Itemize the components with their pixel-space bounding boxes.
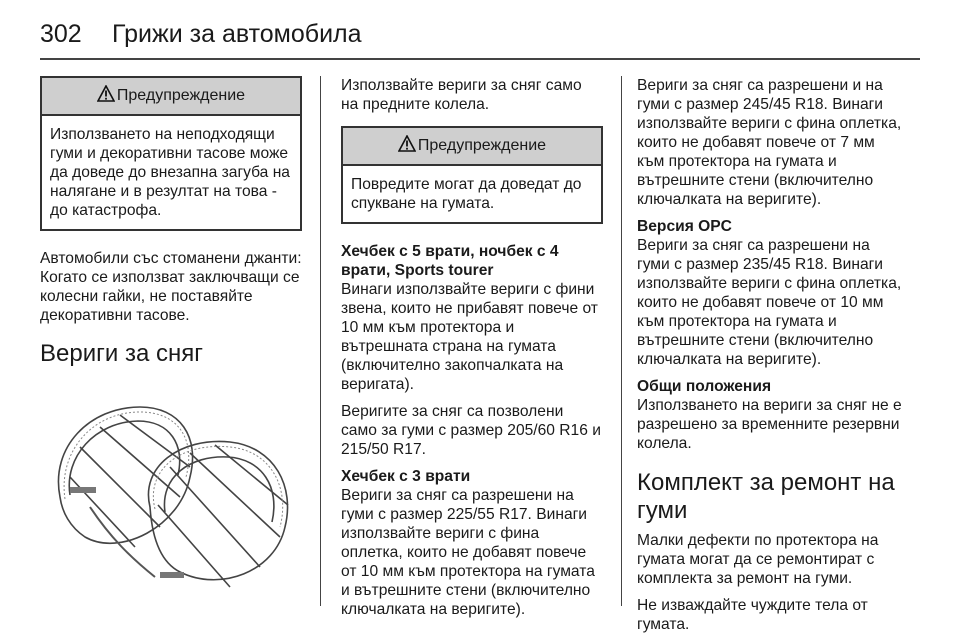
warning-box — [40, 76, 302, 231]
column-3 — [637, 76, 905, 642]
warning-text: Използването на неподходящи гуми и декоративни тасове може да доведе до внезапна загуба на налягане и в резултат на това - до катастрофа. — [50, 126, 290, 219]
paragraph: Не изваждайте чуждите тела от гумата. — [637, 597, 868, 633]
column-2 — [341, 76, 603, 627]
header-divider — [40, 58, 920, 60]
subsection — [637, 377, 905, 453]
paragraph: Използвайте вериги за сняг само на предните колела. — [341, 77, 582, 113]
page-title: Грижи за автомобила — [112, 20, 362, 48]
warning-header — [42, 78, 300, 116]
column-divider — [621, 76, 622, 606]
subsection-text: Използването на вериги за сняг не е разрешено за временните резервни колела. — [637, 397, 902, 452]
paragraph: Малки дефекти по протектора на гумата могат да се ремонтират с комплекта за ремонт на гуми. — [637, 532, 879, 587]
subsection-text: Вериги за сняг са разрешени на гуми с размер 235/45 R18. Винаги използвайте вериги с фина оплетка, които не добавят повече от 10 мм към протектора на гумата и вътрешните стени (включително ключалката на веригите). — [637, 237, 902, 368]
paragraph: Веригите за сняг са позволени само за гуми с размер 205/60 R16 и 215/50 R17. — [341, 403, 601, 458]
paragraph: Автомобили със стоманени джанти: Когато се използват заключващи се колесни гайки, не поставяйте декоративни тасове. — [40, 250, 302, 324]
warning-triangle-icon — [97, 85, 115, 102]
subsection — [341, 242, 603, 394]
subsection-text: Вериги за сняг са разрешени на гуми с размер 225/55 R17. Винаги използвайте вериги с фина оплетка, които не добавят повече от 10 мм към протектора на гумата и вътрешните стени (включително ключалката на веригите). — [341, 487, 595, 618]
warning-heading: Предупреждение — [116, 87, 246, 104]
subsection-heading: Хечбек с 3 врати — [341, 468, 471, 485]
warning-text: Повредите могат да доведат до спукване на гумата. — [351, 176, 582, 212]
subsection — [637, 217, 905, 369]
snow-chain-illustration — [40, 387, 302, 605]
warning-triangle-icon — [398, 135, 416, 152]
warning-box — [341, 126, 603, 224]
warning-header — [343, 128, 601, 166]
subsection-text: Винаги използвайте вериги с фини звена, които не прибавят повече от 10 мм към протектора и вътрешната страна на гумата (включително закопчалката на веригата). — [341, 281, 598, 393]
column-divider — [320, 76, 321, 606]
page-number: 302 — [40, 20, 82, 48]
subsection-heading: Хечбек с 5 врати, ночбек с 4 врати, Sports tourer — [341, 243, 559, 279]
column-1 — [40, 76, 302, 610]
warning-heading: Предупреждение — [417, 137, 547, 154]
subsection-heading: Версия OPC — [637, 218, 732, 235]
section-heading: Вериги за сняг — [40, 340, 203, 367]
page-header — [40, 14, 920, 54]
paragraph: Вериги за сняг са разрешени и на гуми с размер 245/45 R18. Винаги използвайте вериги с фина оплетка, които не добавят повече от 7 мм към протектора на гумата и вътрешните стени (включително ключалката на веригите). — [637, 77, 902, 208]
section-heading: Комплект за ремонт на гуми — [637, 469, 895, 524]
subsection — [341, 467, 603, 619]
subsection-heading: Общи положения — [637, 378, 772, 395]
